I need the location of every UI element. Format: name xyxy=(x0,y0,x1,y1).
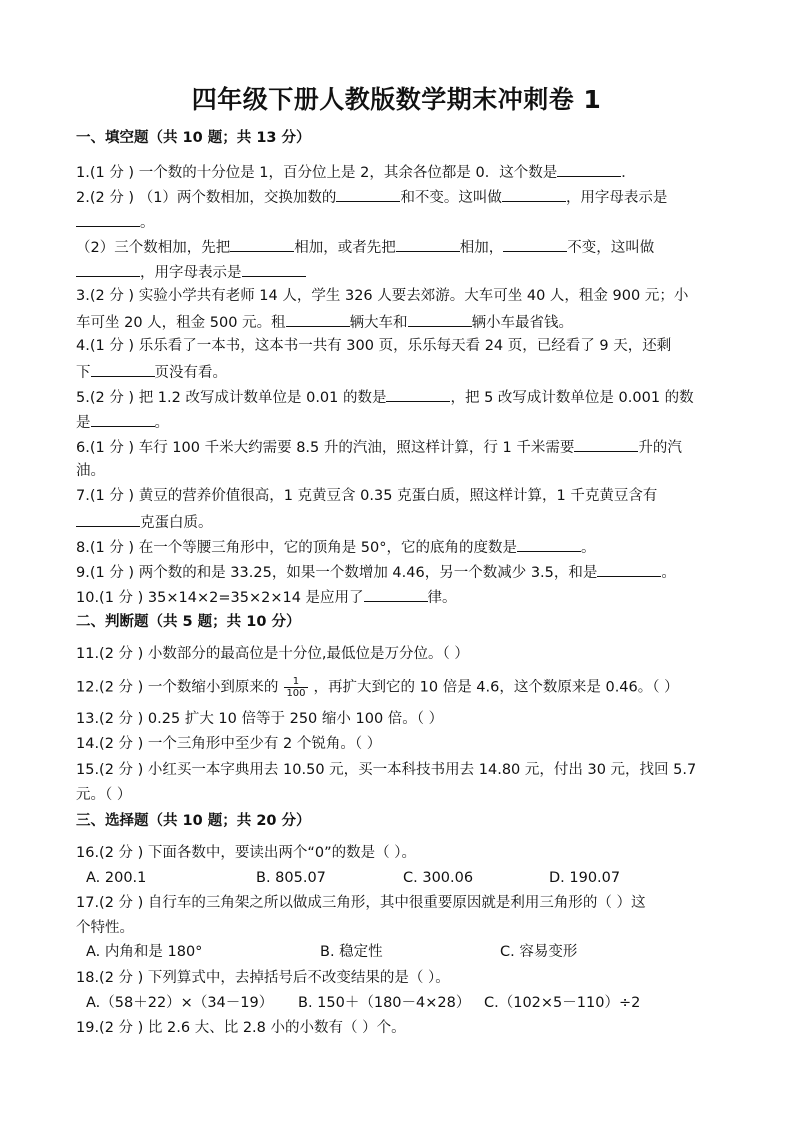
answer-blank[interactable] xyxy=(286,311,350,327)
question-3-cont: 车可坐 20 人，租金 500 元。租 辆大车和 辆小车最省钱。 xyxy=(76,311,726,333)
question-5: 5.(2 分 ) 把 1.2 改写成计数单位是 0.01 的数是 ，把 5 改写成计数单位是 0.001 的数 xyxy=(76,386,726,408)
option-c[interactable]: C.（102×5－110）÷2 xyxy=(484,995,641,1011)
section-heading-multiple-choice: 三、选择题（共 10 题；共 20 分） xyxy=(76,813,311,829)
question-17: 17.(2 分 ) 自行车的三角架之所以做成三角形，其中很重要原因就是利用三角形的（ ）这 xyxy=(76,895,646,911)
answer-blank[interactable] xyxy=(230,236,294,252)
question-2-part2: （2）三个数相加，先把 相加，或者先把 相加， 不变，这叫做 xyxy=(76,236,726,258)
question-10: 10.(1 分 ) 35×14×2=35×2×14 是应用了 律。 xyxy=(76,586,726,608)
page-title: 四年级下册人教版数学期末冲刺卷 1 xyxy=(191,85,602,114)
answer-blank[interactable] xyxy=(408,311,472,327)
option-a[interactable]: A. 200.1 xyxy=(86,870,147,886)
question-7-cont: 克蛋白质。 xyxy=(76,511,726,533)
question-9: 9.(1 分 ) 两个数的和是 33.25，如果一个数增加 4.46，另一个数减少 3.5，和是 。 xyxy=(76,561,726,583)
option-a[interactable]: A.（58＋22）×（34－19） xyxy=(86,995,274,1011)
answer-blank[interactable] xyxy=(502,186,566,202)
question-8: 8.(1 分 ) 在一个等腰三角形中，它的顶角是 50°，它的底角的度数是 。 xyxy=(76,536,726,558)
answer-blank[interactable] xyxy=(91,361,155,377)
answer-blank[interactable] xyxy=(396,236,460,252)
question-4-cont: 下 页没有看。 xyxy=(76,361,726,383)
option-c[interactable]: C. 300.06 xyxy=(403,870,474,886)
answer-blank[interactable] xyxy=(364,586,428,602)
question-17-cont: 个特性。 xyxy=(76,920,134,936)
section-heading-fill-in: 一、填空题（共 10 题；共 13 分） xyxy=(76,130,311,146)
option-d[interactable]: D. 190.07 xyxy=(549,870,621,886)
answer-blank[interactable] xyxy=(597,561,661,577)
question-2-part2-cont: ，用字母表示是 xyxy=(76,261,726,283)
section-heading-true-false: 二、判断题（共 5 题；共 10 分） xyxy=(76,614,301,630)
option-b[interactable]: B. 150＋（180－4×28） xyxy=(298,995,471,1011)
question-16: 16.(2 分 ) 下面各数中，要读出两个“0”的数是（ ）。 xyxy=(76,845,417,861)
question-1: 1.(1 分 ) 一个数的十分位是 1，百分位上是 2，其余各位都是 0．这个数是 ． xyxy=(76,161,726,183)
question-6-cont: 油。 xyxy=(76,463,105,479)
question-15-cont: 元。（ ） xyxy=(76,787,132,803)
question-19: 19.(2 分 ) 比 2.6 大、比 2.8 小的小数有（ ）个。 xyxy=(76,1020,406,1036)
question-7: 7.(1 分 ) 黄豆的营养价值很高，1 克黄豆含 0.35 克蛋白质，照这样计算，1 千克黄豆含有 xyxy=(76,488,658,504)
question-2-cont: 。 xyxy=(76,211,726,233)
fraction: $\frac{1}{100}$ xyxy=(286,676,306,699)
answer-blank[interactable] xyxy=(76,511,140,527)
answer-blank[interactable] xyxy=(91,411,155,427)
answer-blank[interactable] xyxy=(503,236,567,252)
option-b[interactable]: B. 805.07 xyxy=(256,870,326,886)
question-3: 3.(2 分 ) 实验小学共有老师 14 人，学生 326 人要去郊游。大车可坐 40 人，租金 900 元；小 xyxy=(76,288,689,304)
answer-blank[interactable] xyxy=(557,161,621,177)
question-13: 13.(2 分 ) 0.25 扩大 10 倍等于 250 缩小 100 倍。（ ） xyxy=(76,711,444,727)
answer-blank[interactable] xyxy=(517,536,581,552)
question-4: 4.(1 分 ) 乐乐看了一本书，这本书一共有 300 页，乐乐每天看 24 页，已经看了 9 天，还剩 xyxy=(76,338,672,354)
question-18: 18.(2 分 ) 下列算式中，去掉括号后不改变结果的是（ ）。 xyxy=(76,970,450,986)
question-5-cont: 是 。 xyxy=(76,411,726,433)
answer-blank[interactable] xyxy=(336,186,400,202)
question-15: 15.(2 分 ) 小红买一本字典用去 10.50 元，买一本科技书用去 14.80 元，付出 30 元，找回 5.7 xyxy=(76,762,697,778)
answer-blank[interactable] xyxy=(242,261,306,277)
question-2: 2.(2 分 ) （1）两个数相加，交换加数的 和不变。这叫做 ，用字母表示是 xyxy=(76,186,726,208)
option-c[interactable]: C. 容易变形 xyxy=(500,944,578,960)
answer-blank[interactable] xyxy=(386,386,450,402)
option-a[interactable]: A. 内角和是 180° xyxy=(86,944,203,960)
answer-blank[interactable] xyxy=(76,211,140,227)
option-b[interactable]: B. 稳定性 xyxy=(320,944,383,960)
question-11: 11.(2 分 ) 小数部分的最高位是十分位,最低位是万分位。（ ） xyxy=(76,646,469,662)
question-12: 12.(2 分 ) 一个数缩小到原来的 $\frac{1}{100}$ ，再扩大到它的 10 倍是 4.6，这个数原来是 0.46。（ ） xyxy=(76,676,679,699)
question-6: 6.(1 分 ) 车行 100 千米大约需要 8.5 升的汽油，照这样计算，行 1 千米需要 升的汽 xyxy=(76,436,726,458)
answer-blank[interactable] xyxy=(574,436,638,452)
question-14: 14.(2 分 ) 一个三角形中至少有 2 个锐角。（ ） xyxy=(76,736,382,752)
answer-blank[interactable] xyxy=(76,261,140,277)
